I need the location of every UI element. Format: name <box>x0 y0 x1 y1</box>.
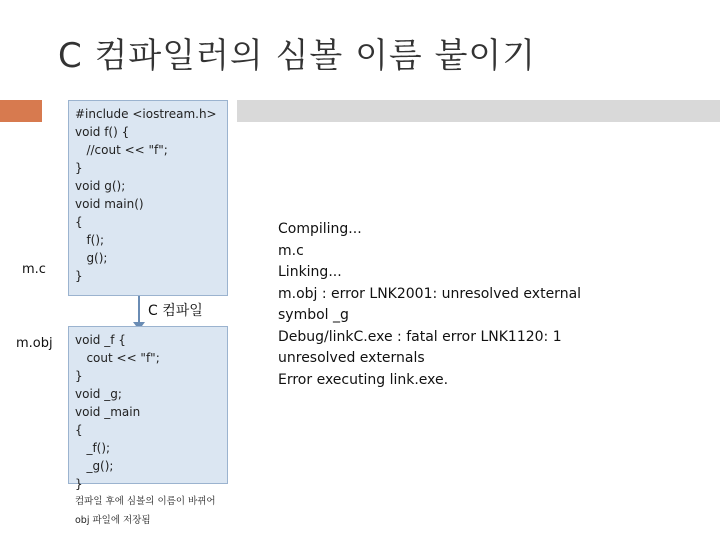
code-line: void g(); <box>75 179 126 193</box>
slide-title: C 컴파일러의 심볼 이름 붙이기 <box>58 36 537 76</box>
source-code-box <box>68 100 228 296</box>
code-line: void _main <box>75 405 141 419</box>
code-line: } <box>75 161 83 175</box>
output-line: Error executing link.exe. <box>278 371 449 388</box>
code-line: } <box>75 269 83 283</box>
code-line: _g(); <box>75 459 114 473</box>
output-line: unresolved externals <box>278 350 425 366</box>
code-line: } <box>75 477 83 491</box>
code-line: { <box>75 423 83 437</box>
code-line: void _f { <box>75 333 126 347</box>
code-line: g(); <box>75 251 108 265</box>
code-line: void main() <box>75 197 144 211</box>
code-line: _f(); <box>75 441 111 455</box>
code-line: cout << "f"; <box>75 351 160 365</box>
compile-label: C 컴파일 <box>148 303 203 319</box>
note-line: obj 파일에 저장됨 <box>75 515 151 526</box>
output-line: m.obj : error LNK2001: unresolved external <box>278 285 582 302</box>
header-rule <box>237 100 720 122</box>
source-file-label: m.c <box>22 262 46 277</box>
note-line: 컴파일 후에 심볼의 이름이 바뀌어 <box>75 496 216 507</box>
note-text <box>75 492 216 530</box>
output-line: m.c <box>278 242 304 259</box>
code-line: } <box>75 369 83 383</box>
build-output <box>278 219 608 391</box>
code-line: void f() { <box>75 125 130 139</box>
code-line: { <box>75 215 83 229</box>
code-line: void _g; <box>75 387 122 401</box>
object-code-box <box>68 326 228 491</box>
output-line: Linking... <box>278 264 342 280</box>
code-line: #include <iostream.h> <box>75 107 217 121</box>
output-line: Compiling... <box>278 221 362 237</box>
object-file-label: m.obj <box>16 336 53 351</box>
output-line: symbol _g <box>278 307 349 323</box>
accent-bar <box>0 100 42 122</box>
code-line: //cout << "f"; <box>75 143 168 157</box>
code-line: f(); <box>75 233 105 247</box>
output-line: Debug/linkC.exe : fatal error LNK1120: 1 <box>278 328 562 345</box>
